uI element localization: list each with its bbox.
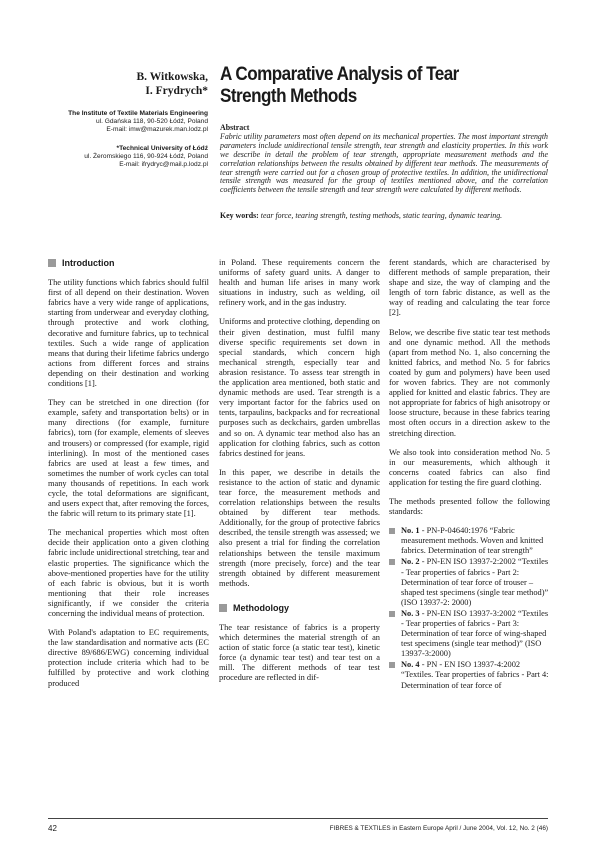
paragraph: The mechanical properties which most often decide their application onto a given clothing fabric include unidirectional stretching, tear and elastic properties. The significance which the above-mentioned properties have for the utility of each fabric is obvious, but it is worth mentioning that their role increases significantly, if we consider the criteria concerning the individual means of protection. bbox=[48, 528, 209, 618]
method-number: No. 3 bbox=[401, 608, 420, 618]
column-3 bbox=[389, 258, 550, 692]
keywords-text: tear force, tearing strength, testing methods, static tearing, dynamic tearing. bbox=[260, 211, 503, 220]
section-heading-methodology bbox=[219, 603, 380, 613]
list-item bbox=[389, 557, 550, 607]
method-text: - PN-EN ISO 13937-2:2002 “Textiles - Tear properties of fabrics - Part 2: Determination of tear force of trouser – shaped test specimens (single tear method)” (ISO 13937-2: 2000) bbox=[401, 557, 549, 607]
method-number: No. 1 bbox=[401, 526, 420, 536]
affiliation-institution: The Institute of Textile Materials Engineering bbox=[68, 110, 208, 117]
method-text: - PN-EN ISO 13937-3:2002 “Textiles - Tear properties of fabrics - Part 3: Determination of tear force of wing-shaped test specimens (single tear method)” (ISO 13937-3:2000) bbox=[401, 608, 549, 659]
affiliation-address: ul. Gdańska 118, 90-520 Łódź, Poland bbox=[95, 118, 208, 126]
method-text: - PN-P-04640:1976 “Fabric measurement methods. Woven and knitted fabrics. Determination of tear strength” bbox=[401, 526, 544, 556]
journal-footer: FIBRES & TEXTILES in Eastern Europe April / June 2004, Vol. 12, No. 2 (46) bbox=[329, 825, 548, 832]
bullet-square-icon bbox=[389, 662, 395, 668]
affiliation-address: ul. Żeromskiego 116, 90-924 Łódź, Poland bbox=[84, 153, 208, 161]
paper-title: A Comparative Analysis of Tear Strength Methods bbox=[220, 64, 459, 107]
methods-list bbox=[389, 526, 550, 691]
paragraph: They can be stretched in one direction (for example, safety and transportation belts) or in many directions (for example, furniture fabrics), torn (for example, elements of sleeves and trousers) or compressed (for example, rigid interlining). In most of the mentioned cases fabrics are used at least a few times, and sometimes the number of work cycles can total many thousands of repetitions. In each work cycle, the total deformations are significant, and users expect that, after removing the forces, the fabric will return to its primary state [1]. bbox=[48, 398, 209, 519]
affiliation-email: E-mail: imw@mazurek.man.lodz.pl bbox=[106, 126, 208, 134]
paragraph: Below, we describe five static tear test methods and one dynamic method. All the methods (apart from method No. 1, also concerning the knitted fabrics, and method No. 5 for fabrics coated by gum and polymers) have been used for woven fabrics. They are not commonly applied for knitted and elastic fabrics. They are not appropriate for fabrics of high anisotropy or loose structure, because in these fabrics tearing most often occurs in a direction askew to the stretching direction. bbox=[389, 327, 550, 438]
list-item bbox=[389, 660, 550, 690]
paragraph: In this paper, we describe in details the resistance to the action of static and dynamic tear force, the measurement methods and correlation relationships between the results obtained by different tear methods. Additionally, for the group of protective fabrics described, the tensile strength was assessed; we also present a trial for finding the correlation relationships between the tensile maximum strength (more precisely, force) and the tear strength obtained by different measurement methods. bbox=[219, 467, 380, 588]
paragraph: in Poland. These requirements concern the uniforms of safety guard units. A danger to health and human life arises in many work situations in industry, such as welding, oil refinery work, and in the gas industry. bbox=[219, 258, 380, 308]
method-number: No. 4 bbox=[401, 660, 420, 670]
column-1 bbox=[48, 258, 209, 698]
affiliation-2 bbox=[48, 145, 208, 170]
keywords bbox=[220, 212, 548, 221]
list-item bbox=[389, 609, 550, 659]
paragraph: ferent standards, which are characterised by different methods of sample preparation, their shape and size, the way of clamping and the length of torn fabric distance, as well as the way of reading and calculating the tear force [2]. bbox=[389, 258, 550, 318]
abstract-text: Fabric utility parameters most often depend on its mechanical properties. The most important strength parameters include unidirectional tensile strength, tear strength and elasticity properties. In this work we describe in detail the problem of tear strength, appropriate measurement methods and the correlation relationships between the results obtained by different tear methods. The measurements of tear strength were carried out for a chosen group of protective textiles. In addition, the unidirectional tensile strength was measured for the group of textiles mentioned above, and the correlation coefficients between the tensile strength and tear strength were calculated by different methods. bbox=[220, 131, 548, 195]
section-heading-introduction bbox=[48, 258, 209, 268]
page-number: 42 bbox=[48, 824, 57, 833]
bullet-square-icon bbox=[389, 559, 395, 565]
authors bbox=[48, 70, 208, 98]
abstract-label: Abstract bbox=[220, 123, 250, 132]
paragraph: The utility functions which fabrics should fulfil first of all depend on their destination. Woven fabrics have a very wide range of applications, starting from underwear and everyday clothing, through protective and work clothing, decorative and furniture fabrics, up to technical textiles. Such a wide range of application means that during their lifetime fabrics undergo actions from different forces and strains depending on their destination and working conditions [1]. bbox=[48, 278, 209, 389]
affiliation-1 bbox=[48, 110, 208, 135]
method-number: No. 2 bbox=[401, 557, 420, 567]
footer-rule bbox=[48, 818, 548, 819]
section-square-icon bbox=[48, 259, 56, 267]
keywords-label: Key words: bbox=[220, 211, 259, 220]
section-title: Introduction bbox=[62, 258, 115, 268]
list-item bbox=[389, 526, 550, 556]
method-text: - PN - EN ISO 13937-4:2002 “Textiles. Tear properties of fabrics - Part 4: Determination of tear force of bbox=[401, 660, 549, 690]
bullet-square-icon bbox=[389, 528, 395, 534]
paragraph: With Poland's adaptation to EC requirements, the law standardisation and normative acts (EC directive 89/686/EWG) concerning individual protection include criteria which had to be fulfilled by protective and work clothing produced bbox=[48, 628, 209, 688]
affiliation-institution: *Technical University of Łódź bbox=[116, 145, 208, 152]
section-square-icon bbox=[219, 604, 227, 612]
affiliation-email: E-mail: ifrydryc@mail.p.lodz.pl bbox=[119, 161, 208, 169]
paragraph: The methods presented follow the following standards: bbox=[389, 496, 550, 517]
abstract bbox=[220, 124, 548, 195]
column-2 bbox=[219, 258, 380, 693]
section-title: Methodology bbox=[233, 602, 289, 613]
author-1: B. Witkowska, bbox=[136, 71, 208, 83]
bullet-square-icon bbox=[389, 611, 395, 617]
author-2: I. Frydrych* bbox=[145, 85, 208, 97]
paragraph: Uniforms and protective clothing, depending on their given destination, must fulfil many diverse specific requirements set down in special standards, which concern high mechanical strength, especially tear and abrasion resistance. To assess tear strength in the application area mentioned, both static and dynamic methods are used. Tear strength is a very important factor for the fabrics used on tents, tarpaulins, backpacks and for recreational purposes such as deckchairs, garden umbrellas and so on. A dynamic tear method also has an application for clothing fabrics, such as cotton fabrics destined for jeans. bbox=[219, 317, 380, 458]
paragraph: We also took into consideration method No. 5 in our measurements, which although it concerns coated fabrics can also find application for testing the fire guard clothing. bbox=[389, 447, 550, 487]
paragraph: The tear resistance of fabrics is a property which determines the material strength of an action of static force (a static tear test), kinetic force (a dynamic tear test) and tear test on a mill. The different methods of tear test procedure are reflected in dif- bbox=[219, 623, 380, 683]
